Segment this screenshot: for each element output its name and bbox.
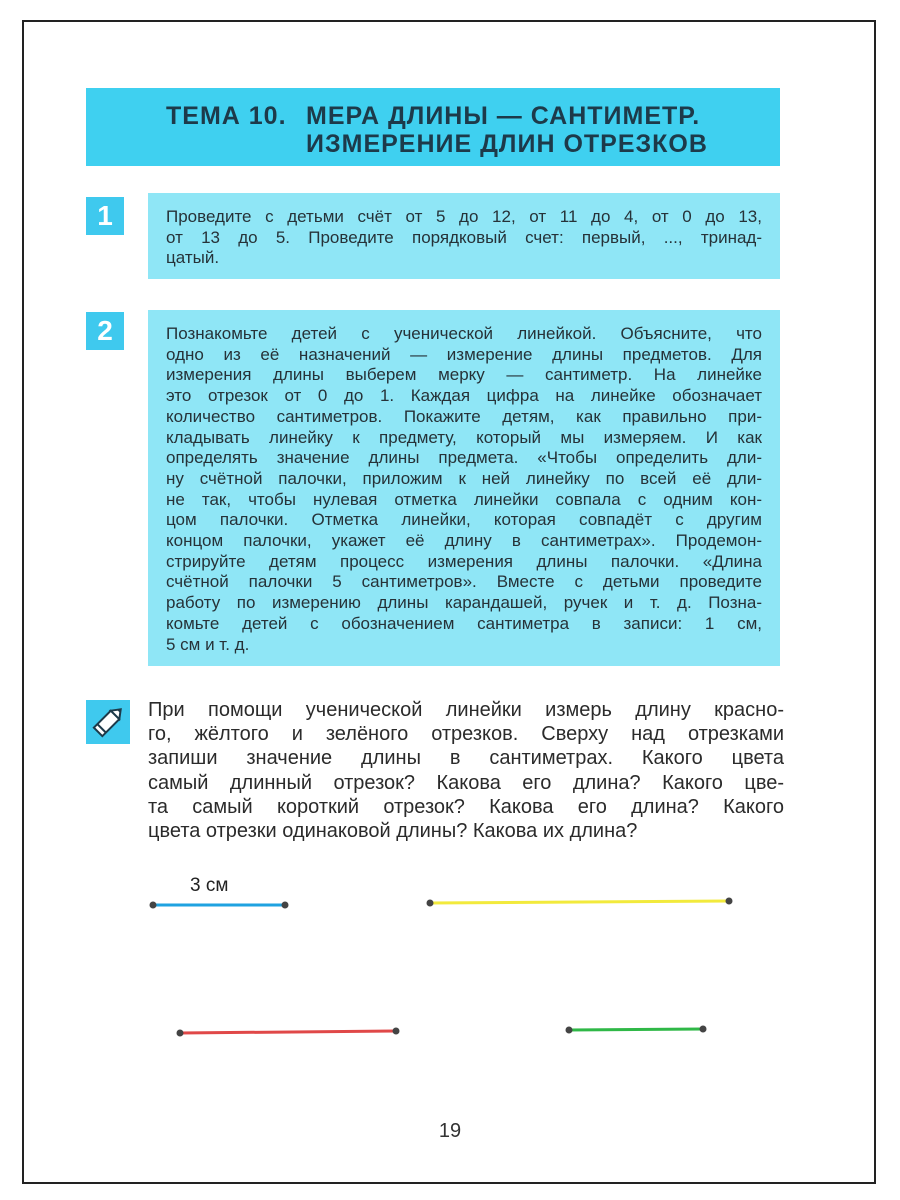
task-number-badge: 1 [86, 197, 124, 235]
task-1-box [148, 193, 780, 279]
task-2-line: работу по измерению длины карандашей, ручек и т. д. Позна- [166, 593, 762, 613]
task-1-line: от 13 до 5. Проведите порядковый счет: первый, ..., тринад- [166, 227, 762, 247]
exercise-line: При помощи ученической линейки измерь длину красно- [148, 699, 784, 721]
page-number: 19 [438, 1120, 462, 1142]
task-number-badge: 2 [86, 312, 124, 350]
exercise-line: самый длинный отрезок? Какова его длина? Какого цве- [148, 771, 784, 794]
task-2-line: это отрезок от 0 до 1. Каждая цифра на линейке обозначает [166, 386, 762, 406]
task-1-line: Проведите с детьми счёт от 5 до 12, от 11 до 4, от 0 до 13, [166, 207, 762, 226]
pencil-icon [86, 700, 130, 744]
task-2-line: ну счётной палочки, приложим к ней линейку по всей её дли- [166, 468, 762, 488]
task-2-line: одно из её назначений — измерение длины предметов. Для [166, 344, 762, 364]
task-1-line: цатый. [166, 248, 220, 268]
exercise-line: го, жёлтого и зелёного отрезков. Сверху над отрезками [148, 723, 784, 746]
task-2-line: стрируйте детям процесс измерения длины палочки. «Длина [166, 551, 762, 571]
task-2-box [148, 310, 780, 666]
task-2-line: количество сантиметров. Покажите детям, как правильно при- [166, 406, 762, 426]
task-2-line: счётной палочки 5 сантиметров». Вместе с детьми проведите [166, 572, 762, 592]
exercise-text [148, 698, 784, 843]
topic-title-line2: ИЗМЕРЕНИЕ ДЛИН ОТРЕЗКОВ [306, 130, 708, 158]
exercise-line: та самый короткий отрезок? Какова его длина? Какого [148, 795, 784, 818]
segment-length-label: 3 см [190, 875, 229, 896]
task-2-line: определять значение длины предмета. «Чтобы определить дли- [166, 448, 762, 468]
task-2-line: Познакомьте детей с ученической линейкой. Объясните, что [166, 324, 762, 343]
task-2-line: цом палочки. Отметка линейки, которая совпадёт с другим [166, 510, 762, 530]
task-2-line: 5 см и т. д. [166, 634, 250, 654]
task-2-line: кладывать линейку к предмету, который мы измеряем. И как [166, 427, 762, 447]
task-2-line: концом палочки, укажет её длину в сантиметрах». Продемон- [166, 531, 762, 551]
exercise-line: цвета отрезки одинаковой длины? Какова их длина? [148, 820, 638, 843]
topic-title-line1: МЕРА ДЛИНЫ — САНТИМЕТР. [306, 102, 701, 130]
exercise-line: запиши значение длины в сантиметрах. Какого цвета [148, 747, 784, 770]
task-2-line: комьте детей с обозначением сантиметра в записи: 1 см, [166, 613, 762, 633]
task-2-line: не так, чтобы нулевая отметка линейки совпала с одним кон- [166, 489, 762, 509]
task-2-line: измерения длины выберем мерку — сантиметр. На линейке [166, 365, 762, 385]
topic-number: ТЕМА 10. [166, 102, 287, 130]
